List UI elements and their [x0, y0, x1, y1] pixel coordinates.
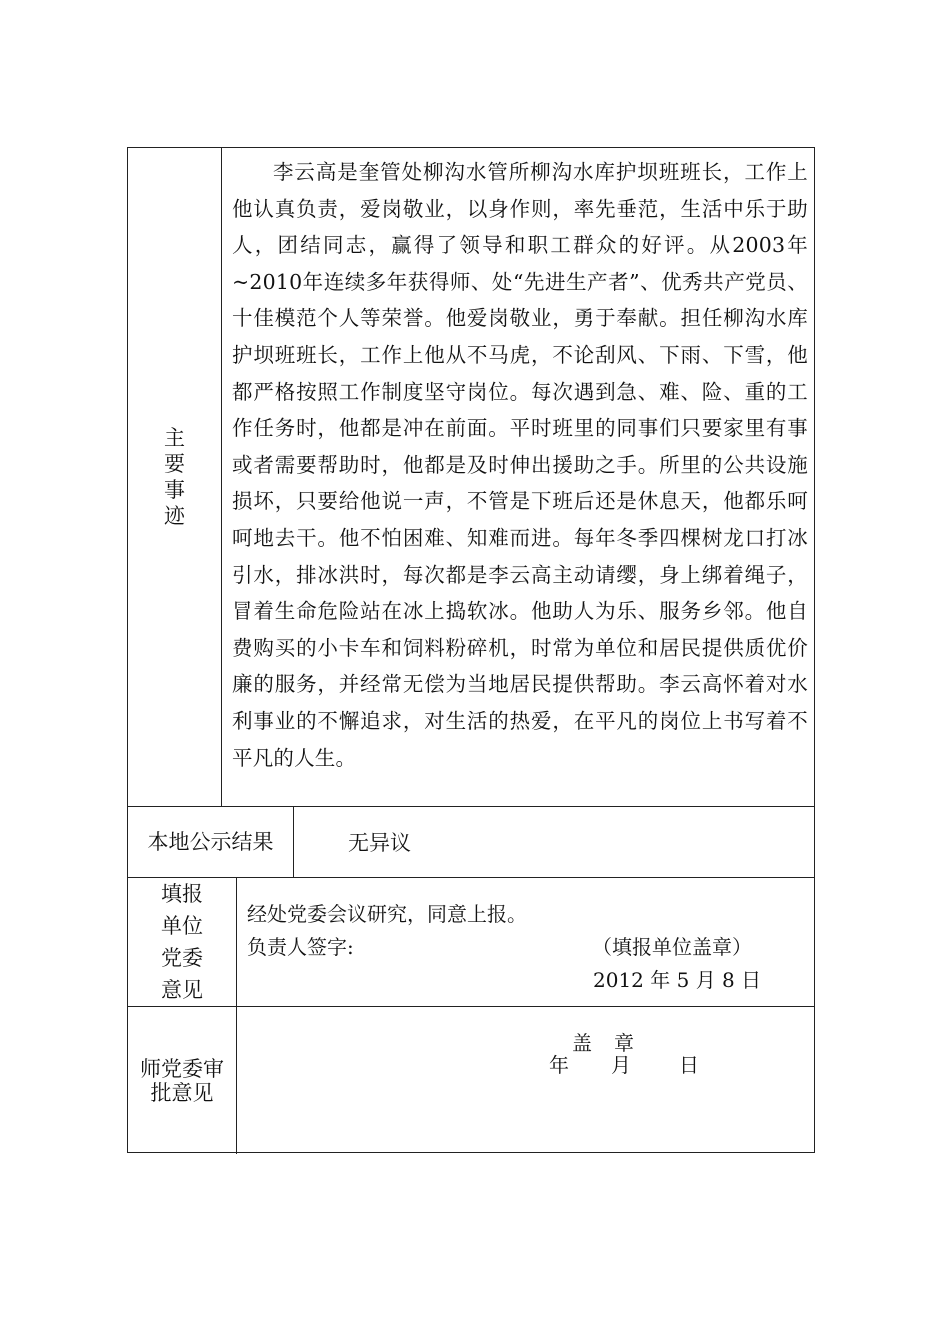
unit-opinion-label-cell: [128, 878, 237, 1006]
unit-opinion-row: [128, 877, 814, 1006]
division-approval-content-cell: [237, 1007, 814, 1154]
main-deeds-label: 主要事迹: [164, 425, 185, 529]
main-deeds-content-cell: [222, 148, 814, 806]
main-deeds-label-cell: [128, 148, 222, 806]
commendation-form-table: [127, 147, 815, 1153]
publicity-label: 本地公示结果: [147, 829, 274, 854]
division-approval-label: 师党委审批意见: [140, 1056, 224, 1105]
unit-opinion-label: 填报单位党委意见: [161, 882, 203, 1002]
stamp-placeholder: 盖 章: [572, 1031, 635, 1055]
publicity-value-cell: [294, 807, 814, 877]
unit-opinion-content-cell: [237, 878, 814, 1006]
day-placeholder: 日: [679, 1053, 699, 1077]
opinion-date: 2012 年 5 月 8 日: [593, 968, 762, 992]
main-deeds-row: [128, 148, 814, 806]
publicity-value: 无异议: [348, 831, 411, 855]
main-deeds-text: 李云高是奎管处柳沟水管所柳沟水库护坝班班长，工作上他认真负责，爱岗敬业，以身作则，率先垂范，生活中乐于助人，团结同志，赢得了领导和职工群众的好评。从2003年~2010年连续多年获得师、处“先进生产者”、优秀共产党员、十佳模范个人等荣誉。他爱岗敬业，勇于奉献。担任柳沟水库护坝班班长，工作上他从不马虎，不论刮风、下雨、下雪，他都严格按照工作制度坚守岗位。每次遇到急、难、险、重的工作任务时，他都是冲在前面。平时班里的同事们只要家里有事或者需要帮助时，他都是及时伸出援助之手。所里的公共设施损坏，只要给他说一声，不管是下班后还是休息天，他都乐呵呵地去干。他不怕困难、知难而进。每年冬季四棵树龙口打冰引水，排冰洪时，每次都是李云高主动请缨，身上绑着绳子，冒着生命危险站在冰上捣软冰。他助人为乐、服务乡邻。他自费购买的小卡车和饲料粉碎机，时常为单位和居民提供质优价廉的服务，并经常无偿为当地居民提供帮助。李云高怀着对水利事业的不懈追求，对生活的热爱，在平凡的岗位上书写着不平凡的人生。: [232, 160, 808, 770]
seal-note: （填报单位盖章）: [592, 935, 752, 959]
year-placeholder: 年: [549, 1053, 569, 1077]
approval-date-placeholder: [549, 1049, 699, 1078]
publicity-label-cell: [128, 807, 294, 877]
division-approval-label-cell: [128, 1007, 237, 1154]
publicity-result-row: [128, 806, 814, 877]
month-placeholder: 月: [611, 1053, 631, 1077]
division-approval-row: [128, 1006, 814, 1154]
unit-opinion-text: 经处党委会议研究，同意上报。: [247, 902, 527, 926]
signer-label: 负责人签字:: [247, 935, 354, 959]
